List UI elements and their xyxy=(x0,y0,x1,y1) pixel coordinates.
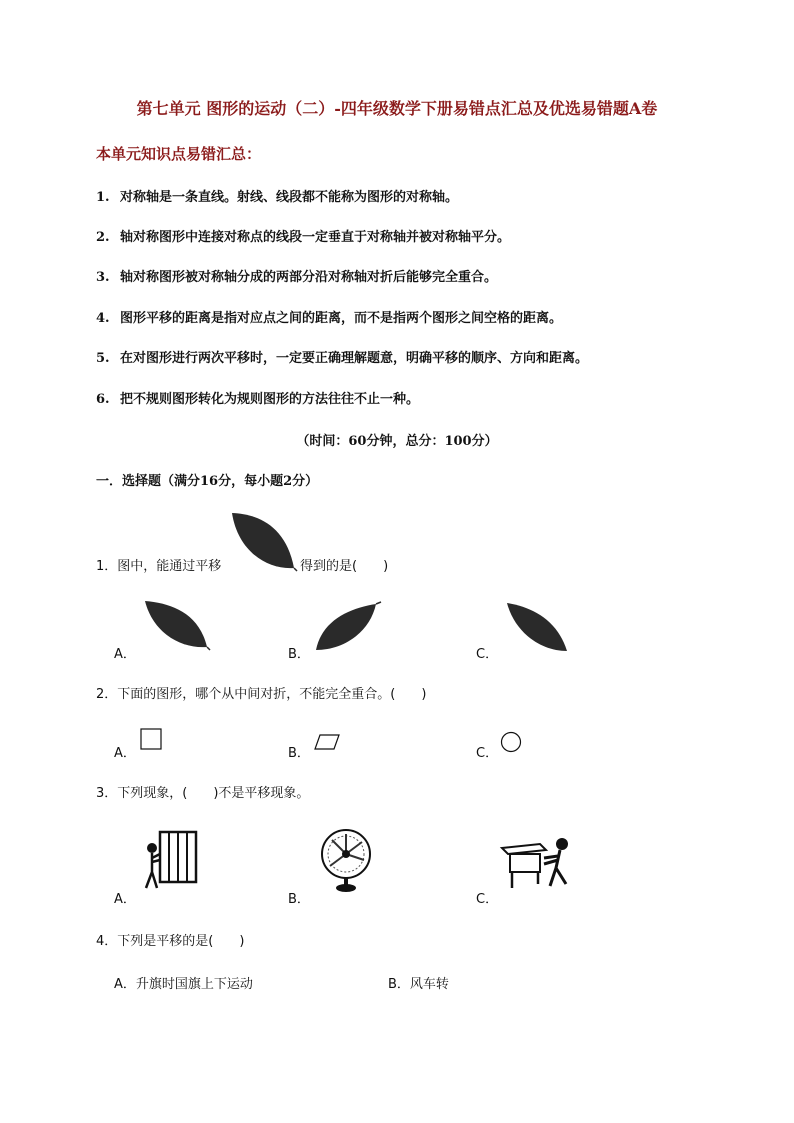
leaf-option-b-icon[interactable] xyxy=(314,602,382,652)
point-item xyxy=(96,388,419,407)
point-item xyxy=(96,347,588,366)
part-heading: 一．选择题（满分16分，每小题2分） xyxy=(96,474,319,489)
option-a-text[interactable]: A．升旗时国旗上下运动 xyxy=(114,977,253,992)
point-text: 对称轴是一条直线。射线、线段都不能称为图形的对称轴。 xyxy=(120,190,459,205)
point-item xyxy=(96,226,510,245)
point-number: 4. xyxy=(96,311,110,326)
point-item xyxy=(96,266,497,285)
point-text: 轴对称图形被对称轴分成的两部分沿对称轴对折后能够完全重合。 xyxy=(120,270,498,285)
parallelogram-option-icon[interactable] xyxy=(314,734,340,750)
option-b-label[interactable]: B． xyxy=(288,892,310,907)
option-a-label[interactable]: A． xyxy=(114,892,136,907)
point-number: 6. xyxy=(96,392,110,407)
option-a-label[interactable]: A． xyxy=(114,746,136,761)
question-3-text: 3．下列现象，( )不是平移现象。 xyxy=(96,786,310,801)
option-b-text[interactable]: B．风车转 xyxy=(388,977,449,992)
question-2-text: 2．下面的图形，哪个从中间对折，不能完全重合。( ) xyxy=(96,687,427,702)
pushing-window-illustration[interactable] xyxy=(142,828,200,892)
leaf-option-a-icon[interactable] xyxy=(143,599,211,651)
time-info: （时间：60分钟，总分：100分） xyxy=(296,434,498,449)
section-heading: 本单元知识点易错汇总： xyxy=(96,145,262,163)
page-title: 第七单元 图形的运动（二）-四年级数学下册易错点汇总及优选易错题A卷 xyxy=(136,99,658,118)
square-option-icon[interactable] xyxy=(140,728,162,750)
option-b-label[interactable]: B． xyxy=(288,647,310,662)
point-item xyxy=(96,186,458,205)
point-number: 5. xyxy=(96,351,110,366)
question-1-suffix: 得到的是( ) xyxy=(300,559,389,574)
point-text: 轴对称图形中连接对称点的线段一定垂直于对称轴并被对称轴平分。 xyxy=(120,230,511,245)
point-number: 3. xyxy=(96,270,110,285)
option-c-label[interactable]: C． xyxy=(476,892,499,907)
point-number: 2. xyxy=(96,230,110,245)
leaf-option-c-icon[interactable] xyxy=(505,601,569,653)
point-text: 在对图形进行两次平移时，一定要正确理解题意，明确平移的顺序、方向和距离。 xyxy=(120,351,589,366)
question-1-prefix: 1．图中，能通过平移 xyxy=(96,559,222,574)
point-item xyxy=(96,307,562,326)
option-c-label[interactable]: C． xyxy=(476,647,499,662)
option-c-label[interactable]: C． xyxy=(476,746,499,761)
point-number: 1. xyxy=(96,190,110,205)
leaf-reference-icon xyxy=(228,510,298,572)
question-4-text: 4．下列是平移的是( ) xyxy=(96,934,245,949)
point-text: 图形平移的距离是指对应点之间的距离，而不是指两个图形之间空格的距离。 xyxy=(120,311,563,326)
pushing-desk-illustration[interactable] xyxy=(500,834,576,892)
option-a-label[interactable]: A． xyxy=(114,647,136,662)
electric-fan-illustration[interactable] xyxy=(316,826,376,894)
circle-option-icon[interactable] xyxy=(500,731,522,753)
point-text: 把不规则图形转化为规则图形的方法往往不止一种。 xyxy=(120,392,420,407)
option-b-label[interactable]: B． xyxy=(288,746,310,761)
